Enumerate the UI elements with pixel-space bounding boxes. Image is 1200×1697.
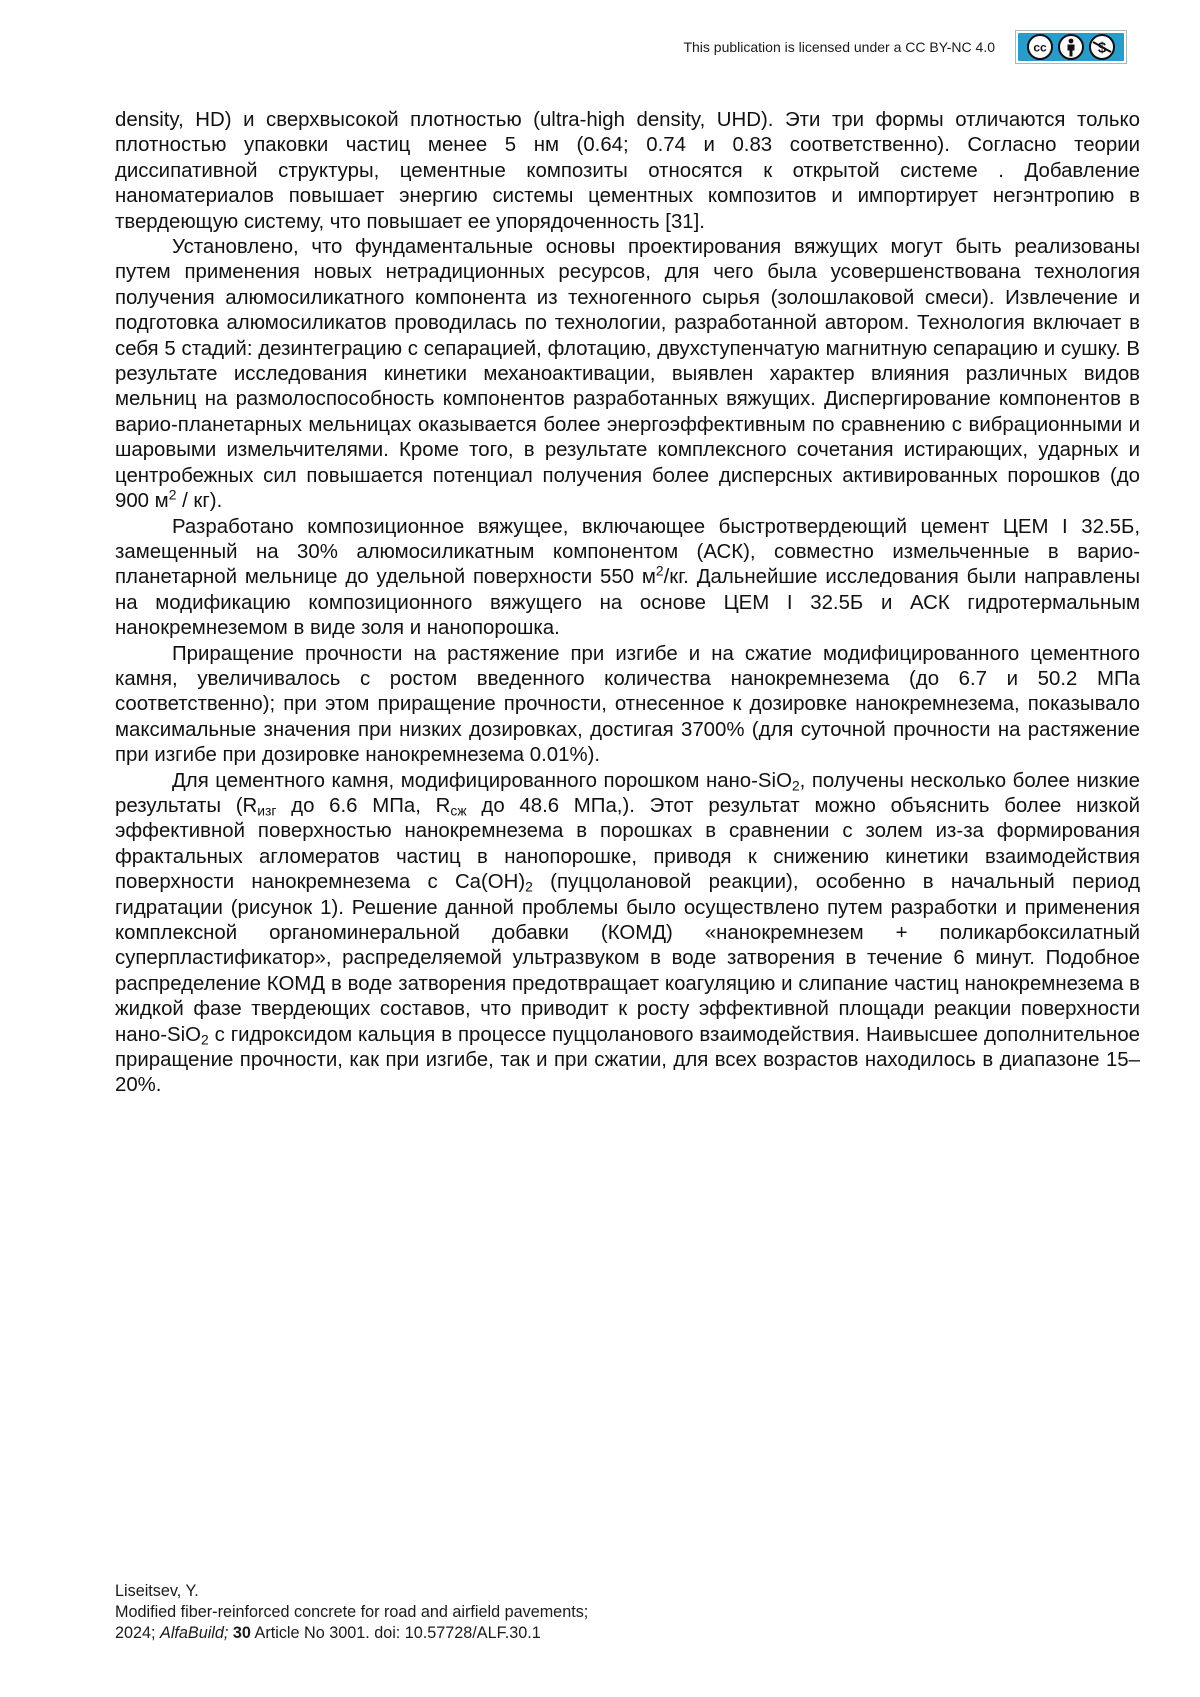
footer-title: Modified fiber-reinforced concrete for road and airfield pavements; [115,1602,588,1623]
page-header [683,30,1127,64]
by-person-icon [1057,33,1085,61]
paragraph-2: Установлено, что фундаментальные основы проектирования вяжущих могут быть реализованы путем применения новых нетрадиционных ресурсов, для чего была усовершенствована технология получения алюмосиликатного компонента из техногенного сырья (золошлаковой смеси). Извлечение и подготовка алюмосиликатов проводилась по технологии, разработанной автором. Технология включает в себя 5 стадий: дезинтеграцию с сепарацией, флотацию, двухступенчатую магнитную сепарацию и сушку. В результате исследования кинетики механоактивации, выявлен характер влияния различных видов мельниц на размолоспособность компонентов разработанных вяжущих. Диспергирование компонентов в варио-планетарных мельницах оказывается более энергоэффективным по сравнению с вибрационными и шаровыми измельчителями. Кроме того, в результате комплексного сочетания истирающих, ударных и центробежных сил повышается потенциал получения более дисперсных активированных порошков (до 900 м2 / кг). [115,235,1140,514]
cc-icon [1026,33,1054,61]
paragraph-3: Разработано композиционное вяжущее, включающее быстротвердеющий цемент ЦЕМ I 32.5Б, замещенный на 30% алюмосиликатным компонентом (АСК), совместно измельченные в варио-планетарной мельнице до удельной поверхности 550 м2/кг. Дальнейшие исследования были направлены на модификацию композиционного вяжущего на основе ЦЕМ I 32.5Б и АСК гидротермальным нанокремнеземом в виде золя и нанопорошка. [115,515,1140,642]
footer-reference: 2024; AlfaBuild; 30 Article No 3001. doi: 10.57728/ALF.30.1 [115,1623,588,1644]
paragraph-5: Для цементного камня, модифицированного порошком нано-SiO2, получены несколько более низкие результаты (Rизг до 6.6 МПа, Rсж до 48.6 МПа,). Этот результат можно объяснить более низкой эффективной поверхностью нанокремнезема в порошках в сравнении с золем из-за формирования фрактальных агломератов частиц в нанопорошке, приводя к снижению кинетики взаимодействия поверхности нанокремнезема с Ca(OH)2 (пуццолановой реакции), особенно в начальный период гидратации (рисунок 1). Решение данной проблемы было осуществлено путем разработки и применения комплексной органоминеральной добавки (КОМД) «нанокремнезем + поликарбоксилатный суперпластификатор», распределяемой ультразвуком в воде затворения в течение 6 минут. Подобное распределение КОМД в воде затворения предотвращает коагуляцию и слипание частиц нанокремнезема в жидкой фазе твердеющих составов, что приводит к росту эффективной площади реакции поверхности нано-SiO2 с гидроксидом кальция в процессе пуццоланового взаимодействия. Наивысшее дополнительное приращение прочности, как при изгибе, так и при сжатии, для всех возрастов находилось в диапазоне 15–20%. [115,769,1140,1099]
article-body [115,108,1140,1099]
paragraph-4: Приращение прочности на растяжение при изгибе и на сжатие модифицированного цементного камня, увеличивалось с ростом введенного количества нанокремнезема (до 6.7 и 50.2 МПа соответственно); при этом приращение прочности, отнесенное к дозировке нанокремнезема, показывало максимальные значения при низких дозировках, достигая 3700% (для суточной прочности на растяжение при изгибе при дозировке нанокремнезема 0.01%). [115,642,1140,769]
cc-by-nc-badge[interactable] [1015,30,1127,64]
footer-journal: AlfaBuild; [160,1624,228,1642]
citation-footer [115,1581,588,1644]
footer-article: Article No 3001. doi: 10.57728/ALF.30.1 [255,1624,541,1642]
nc-dollar-icon [1088,33,1116,61]
svg-text:cc: cc [1033,41,1047,55]
license-text: This publication is licensed under a CC BY-NC 4.0 [683,39,995,55]
paragraph-1: density, HD) и сверхвысокой плотностью (ultra-high density, UHD). Эти три формы отличаются только плотностью упаковки частиц менее 5 нм (0.64; 0.74 и 0.83 соответственно). Согласно теории диссипативной структуры, цементные композиты относятся к открытой системе . Добавление наноматериалов повышает энергию системы цементных композитов и импортирует негэнтропию в твердеющую систему, что повышает ее упорядоченность [31]. [115,108,1140,235]
footer-author: Liseitsev, Y. [115,1581,588,1602]
footer-volume: 30 [233,1624,251,1642]
